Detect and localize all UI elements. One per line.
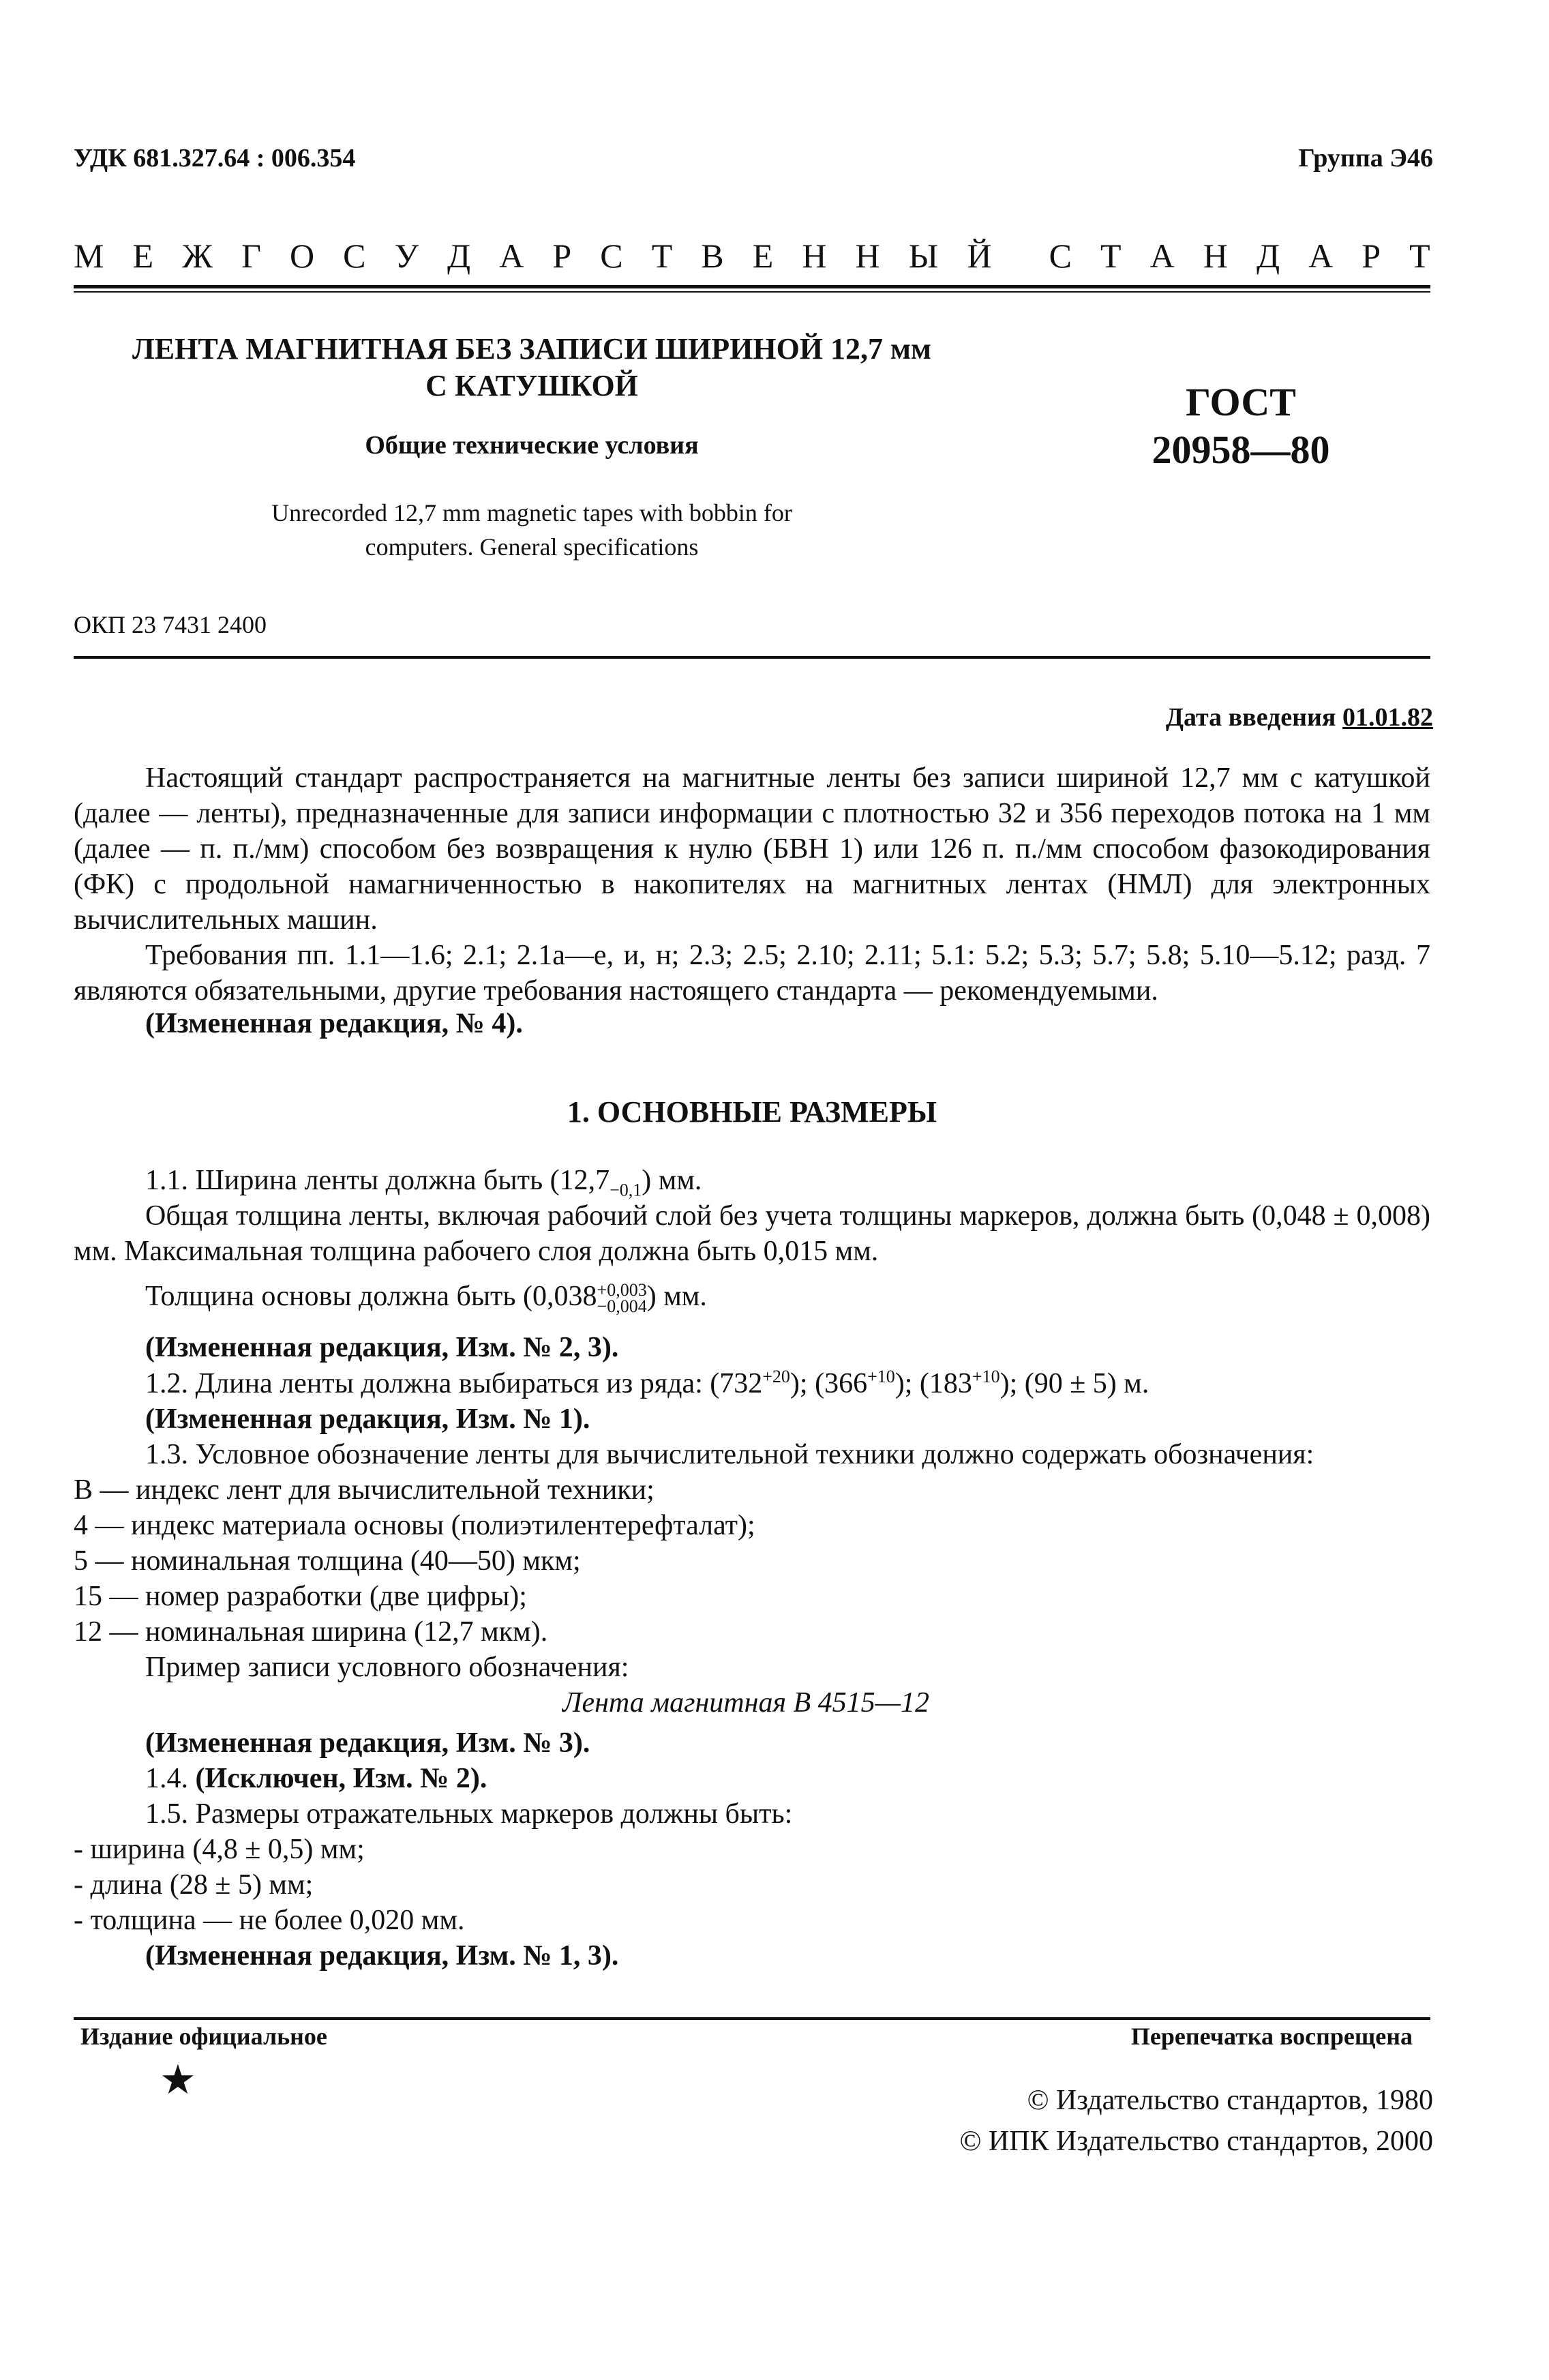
- amendment-2-3: (Измененная редакция, Изм. № 2, 3).: [145, 1332, 619, 1363]
- english-title-line-1: Unrecorded 12,7 mm magnetic tapes with bobbin for: [271, 499, 792, 526]
- banner-letter: Р: [1362, 237, 1381, 275]
- copyright-block: [959, 2080, 1433, 2162]
- banner-letter: Ж: [182, 237, 213, 275]
- gost-number: 20958—80: [1152, 428, 1330, 472]
- banner-letter: С: [600, 237, 623, 275]
- english-title-line-2: computers. General specifications: [365, 533, 699, 561]
- clause-1-1-text: 1.1. Ширина ленты должна быть (12,7: [145, 1165, 610, 1196]
- banner-letter: Р: [552, 237, 572, 275]
- banner-letter: Ы: [908, 237, 939, 275]
- clause-1-1: [145, 1163, 702, 1198]
- standard-title-block: [102, 331, 961, 564]
- banner-letter: С: [343, 237, 366, 275]
- designation-item: 4 — индекс материала основы (полиэтилентерефталат);: [74, 1510, 755, 1541]
- length-tol-1: +20: [762, 1367, 790, 1386]
- banner-letter: Н: [855, 237, 880, 275]
- date-label: Дата введения: [1165, 703, 1342, 732]
- copyright-line-1: © Издательство стандартов, 1980: [1027, 2085, 1433, 2116]
- introduction-date: [1166, 702, 1433, 732]
- clause-1-2: [145, 1366, 1149, 1401]
- clause-total-thickness: Общая толщина ленты, включая рабочий слой без учета толщины маркеров, должна быть (0,048 ± 0,008) мм. Максимальная толщина рабочего слоя должна быть 0,015 мм.: [74, 1200, 1430, 1267]
- clause-1-2-text-c: ); (183: [894, 1368, 972, 1399]
- banner-letter: М: [74, 237, 104, 275]
- banner-letter: Г: [241, 237, 261, 275]
- clause-1-5: 1.5. Размеры отражательных маркеров должны быть:: [145, 1798, 793, 1830]
- length-tol-3: +10: [972, 1367, 1000, 1386]
- designation-item: 12 — номинальная ширина (12,7 мкм).: [74, 1616, 548, 1648]
- udk-code: УДК 681.327.64 : 006.354: [74, 144, 356, 173]
- clause-1-4-number: 1.4.: [145, 1763, 196, 1794]
- banner-letter: Д: [1256, 237, 1280, 275]
- banner-letter: Т: [1409, 237, 1430, 275]
- designation-example: Лента магнитная В 4515—12: [562, 1687, 929, 1719]
- intro-paragraph-1: Настоящий стандарт распространяется на магнитные ленты без записи шириной 12,7 мм с катушкой (далее — ленты), предназначенные для записи информации с плотностью 32 и 356 переходов потока на 1 мм (далее — п. п./мм) способом без возвращения к нулю (БВН 1) или 126 п. п./мм способом фазокодирования (ФК) с продольной намагниченностью в накопителях на магнитных лентах (НМЛ) для электронных вычислительных машин.: [74, 762, 1430, 936]
- header-rule-thin: [74, 291, 1430, 293]
- section-1-heading: 1. ОСНОВНЫЕ РАЗМЕРЫ: [567, 1095, 937, 1129]
- interstate-standard-banner: [74, 232, 1430, 280]
- gost-label: ГОСТ: [1186, 380, 1296, 424]
- title-line-2: С КАТУШКОЙ: [425, 369, 638, 402]
- marker-dimension: - толщина — не более 0,020 мм.: [74, 1905, 465, 1936]
- amendment-3: (Измененная редакция, Изм. № 3).: [145, 1727, 590, 1759]
- marker-dimension: - длина (28 ± 5) мм;: [74, 1869, 314, 1901]
- banner-letter: Т: [1100, 237, 1122, 275]
- designation-item: В — индекс лент для вычислительной техники;: [74, 1474, 655, 1506]
- star-icon: ★: [160, 2057, 196, 2102]
- clause-1-2-text-d: ); (90 ± 5) м.: [999, 1368, 1149, 1399]
- banner-letter: С: [1049, 237, 1072, 275]
- banner-letter: Т: [651, 237, 673, 275]
- clause-1-2-text-b: ); (366: [789, 1368, 868, 1399]
- designation-item: 5 — номинальная толщина (40—50) мкм;: [74, 1545, 581, 1577]
- official-edition-label: Издание официальное: [80, 2023, 327, 2050]
- base-thickness-unit: ) мм.: [646, 1281, 707, 1312]
- group-code: Группа Э46: [1298, 144, 1433, 173]
- clause-1-4-excluded: (Исключен, Изм. № 2).: [195, 1763, 487, 1794]
- clause-1-3: 1.3. Условное обозначение ленты для вычислительной техники должно содержать обозначения:: [145, 1439, 1314, 1470]
- example-label: Пример записи условного обозначения:: [145, 1652, 629, 1683]
- base-thickness-lower: −0,004: [597, 1296, 647, 1317]
- gost-number-block: [1118, 378, 1364, 474]
- banner-letter: У: [394, 237, 419, 275]
- banner-letter: А: [1149, 237, 1175, 275]
- banner-letter: Й: [967, 237, 992, 275]
- banner-letter: Д: [447, 237, 471, 275]
- header-rule-thick: [74, 285, 1430, 288]
- clause-1-1-unit: ) мм.: [642, 1165, 702, 1196]
- base-thickness-text: Толщина основы должна быть (0,038: [145, 1281, 597, 1312]
- base-thickness-upper: +0,003: [597, 1280, 647, 1300]
- banner-letter: Н: [1203, 237, 1228, 275]
- banner-letter: Е: [752, 237, 774, 275]
- amendment-1: (Измененная редакция, Изм. № 1).: [145, 1403, 590, 1435]
- length-tol-2: +10: [867, 1367, 895, 1386]
- banner-letter: Е: [132, 237, 154, 275]
- copyright-line-2: © ИПК Издательство стандартов, 2000: [959, 2126, 1433, 2157]
- clause-1-2-text: 1.2. Длина ленты должна выбираться из ряда: (732: [145, 1368, 763, 1399]
- banner-letter: А: [499, 237, 524, 275]
- okp-rule: [74, 656, 1430, 659]
- banner-letter: Н: [802, 237, 827, 275]
- reprint-prohibited-label: Перепечатка воспрещена: [1130, 2023, 1413, 2050]
- banner-letter: О: [289, 237, 315, 275]
- designation-item: 15 — номер разработки (две цифры);: [74, 1581, 527, 1612]
- intro-paragraph-2: Требования пп. 1.1—1.6; 2.1; 2.1а—е, и, н; 2.3; 2.5; 2.10; 2.11; 5.1: 5.2; 5.3; 5.7; 5.8; 5.10—5.12; разд. 7 являются обязательными, другие требования настоящего стандарта — рекомендуемыми.: [74, 940, 1430, 1007]
- amendment-1-3: (Измененная редакция, Изм. № 1, 3).: [145, 1940, 619, 1972]
- title-line-1: ЛЕНТА МАГНИТНАЯ БЕЗ ЗАПИСИ ШИРИНОЙ 12,7 мм: [132, 332, 931, 366]
- banner-letter: А: [1308, 237, 1334, 275]
- marker-dimension: - ширина (4,8 ± 0,5) мм;: [74, 1834, 365, 1865]
- intro-amendment: (Измененная редакция, № 4).: [145, 1008, 523, 1039]
- date-value: 01.01.82: [1342, 703, 1433, 732]
- footer-rule: [74, 2017, 1430, 2020]
- title-subtitle: Общие технические условия: [365, 431, 699, 460]
- clause-1-1-tolerance: −0,1: [610, 1180, 642, 1200]
- clause-1-4: [145, 1761, 487, 1796]
- banner-letter: В: [701, 237, 724, 275]
- clause-base-thickness: [145, 1279, 707, 1315]
- okp-code: ОКП 23 7431 2400: [74, 611, 267, 638]
